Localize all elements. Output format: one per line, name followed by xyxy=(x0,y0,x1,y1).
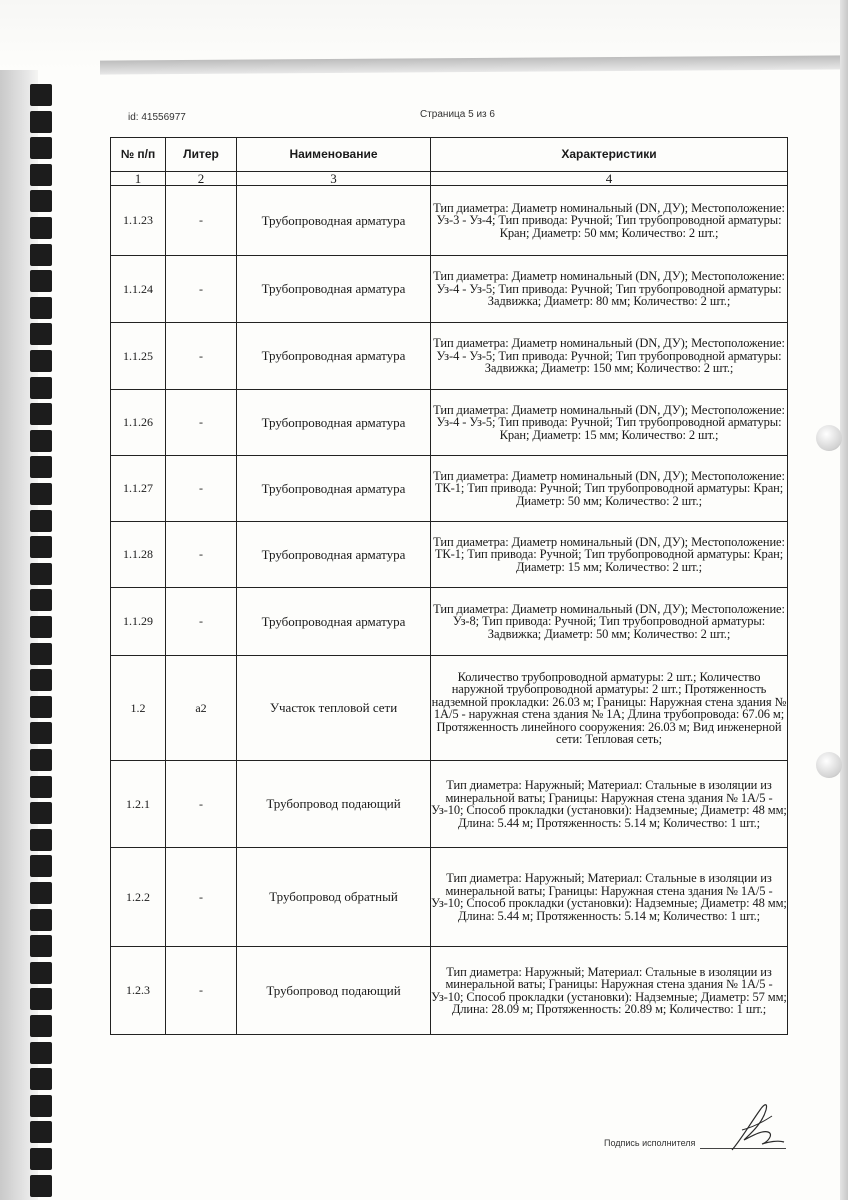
binding-ring xyxy=(30,137,52,159)
table-header-row xyxy=(111,138,788,172)
row-number: 1.1.24 xyxy=(111,256,166,323)
binding-ring xyxy=(30,1121,52,1143)
col-number-2: 2 xyxy=(166,172,237,186)
row-name: Трубопроводная арматура xyxy=(237,522,431,588)
binding-ring xyxy=(30,722,52,744)
row-liter: - xyxy=(166,761,237,848)
binding-ring xyxy=(30,563,52,585)
binding-ring xyxy=(30,749,52,771)
punch-hole-bottom xyxy=(816,752,842,778)
row-liter: - xyxy=(166,947,237,1035)
row-characteristics: Тип диаметра: Наружный; Материал: Стальные в изоляции из минеральной ваты; Границы: Наружная стена здания № 1А/5 - Уз-10; Способ прокладки (установки): Надземные; Диаметр: 48 мм; Длина: 5.44 м; Протяженность: 5.14 м; Количество: 1 шт.; xyxy=(431,848,788,947)
row-number: 1.2.3 xyxy=(111,947,166,1035)
binding-ring xyxy=(30,962,52,984)
table-row xyxy=(111,656,788,761)
row-characteristics: Тип диаметра: Диаметр номинальный (DN, ДУ); Местоположение: Уз-4 - Уз-5; Тип привода: Ручной; Тип трубопроводной арматуры: Задвижка; Диаметр: 80 мм; Количество: 2 шт.; xyxy=(431,256,788,323)
row-name: Трубопроводная арматура xyxy=(237,456,431,522)
row-number: 1.2 xyxy=(111,656,166,761)
binding-ring xyxy=(30,403,52,425)
row-characteristics: Тип диаметра: Наружный; Материал: Стальные в изоляции из минеральной ваты; Границы: Наружная стена здания № 1А/5 - Уз-10; Способ прокладки (установки): Надземные; Диаметр: 57 мм; Длина: 28.09 м; Протяженность: 20.89 м; Количество: 1 шт.; xyxy=(431,947,788,1035)
binding-ring xyxy=(30,536,52,558)
binding-ring xyxy=(30,909,52,931)
row-liter: - xyxy=(166,390,237,456)
binding-ring xyxy=(30,669,52,691)
col-number-1: 1 xyxy=(111,172,166,186)
binding-ring xyxy=(30,643,52,665)
row-number: 1.2.2 xyxy=(111,848,166,947)
row-liter: - xyxy=(166,186,237,256)
table-row xyxy=(111,390,788,456)
column-number-row xyxy=(111,172,788,186)
binding-ring xyxy=(30,935,52,957)
row-number: 1.1.25 xyxy=(111,323,166,390)
row-liter: - xyxy=(166,256,237,323)
binding-ring xyxy=(30,1068,52,1090)
binding-ring xyxy=(30,217,52,239)
signature-label: Подпись исполнителя xyxy=(604,1138,696,1148)
binding-ring xyxy=(30,111,52,133)
row-name: Трубопроводная арматура xyxy=(237,588,431,656)
row-name: Трубопроводная арматура xyxy=(237,186,431,256)
row-name: Трубопровод подающий xyxy=(237,761,431,848)
characteristics-table xyxy=(110,137,788,1035)
row-liter: - xyxy=(166,522,237,588)
table-row xyxy=(111,947,788,1035)
binding-ring xyxy=(30,988,52,1010)
row-name: Трубопроводная арматура xyxy=(237,256,431,323)
binding-ring xyxy=(30,882,52,904)
binding-ring xyxy=(30,270,52,292)
scan-right-edge xyxy=(840,0,848,1200)
binding-ring xyxy=(30,776,52,798)
row-characteristics: Тип диаметра: Диаметр номинальный (DN, ДУ); Местоположение: Уз-8; Тип привода: Ручной; Тип трубопроводной арматуры: Задвижка; Диаметр: 50 мм; Количество: 2 шт.; xyxy=(431,588,788,656)
table-row xyxy=(111,761,788,848)
row-number: 1.1.28 xyxy=(111,522,166,588)
col-number-3: 3 xyxy=(237,172,431,186)
row-name: Трубопроводная арматура xyxy=(237,323,431,390)
row-name: Участок тепловой сети xyxy=(237,656,431,761)
row-number: 1.1.29 xyxy=(111,588,166,656)
binding-ring xyxy=(30,297,52,319)
binding-ring xyxy=(30,1015,52,1037)
col-header-liter: Литер xyxy=(166,138,237,172)
row-liter: - xyxy=(166,588,237,656)
binding-ring xyxy=(30,377,52,399)
binding-ring xyxy=(30,164,52,186)
document-id: id: 41556977 xyxy=(128,112,186,123)
binding-ring xyxy=(30,1175,52,1197)
row-name: Трубопровод подающий xyxy=(237,947,431,1035)
table-row xyxy=(111,186,788,256)
binding-ring xyxy=(30,456,52,478)
handwritten-signature xyxy=(728,1100,788,1156)
binding-ring xyxy=(30,1095,52,1117)
row-liter: - xyxy=(166,456,237,522)
row-characteristics: Тип диаметра: Диаметр номинальный (DN, ДУ); Местоположение: Уз-4 - Уз-5; Тип привода: Ручной; Тип трубопроводной арматуры: Кран; Диаметр: 15 мм; Количество: 2 шт.; xyxy=(431,390,788,456)
col-header-characteristics: Характеристики xyxy=(431,138,788,172)
binding-ring xyxy=(30,350,52,372)
binding-ring xyxy=(30,589,52,611)
binding-ring xyxy=(30,696,52,718)
binding-ring xyxy=(30,829,52,851)
table-row xyxy=(111,522,788,588)
page-number: Страница 5 из 6 xyxy=(420,109,495,120)
binding-ring xyxy=(30,323,52,345)
binding-ring xyxy=(30,84,52,106)
binding-ring xyxy=(30,802,52,824)
binding-ring xyxy=(30,190,52,212)
table-row xyxy=(111,323,788,390)
row-liter: - xyxy=(166,323,237,390)
binding-ring xyxy=(30,483,52,505)
binding-ring xyxy=(30,1148,52,1170)
row-characteristics: Тип диаметра: Наружный; Материал: Стальные в изоляции из минеральной ваты; Границы: Наружная стена здания № 1А/5 - Уз-10; Способ прокладки (установки): Надземные; Диаметр: 48 мм; Длина: 5.44 м; Протяженность: 5.14 м; Количество: 1 шт.; xyxy=(431,761,788,848)
row-characteristics: Тип диаметра: Диаметр номинальный (DN, ДУ); Местоположение: ТК-1; Тип привода: Ручной; Тип трубопроводной арматуры: Кран; Диаметр: 50 мм; Количество: 2 шт.; xyxy=(431,456,788,522)
table-row xyxy=(111,456,788,522)
row-characteristics: Тип диаметра: Диаметр номинальный (DN, ДУ); Местоположение: Уз-3 - Уз-4; Тип привода: Ручной; Тип трубопроводной арматуры: Кран; Диаметр: 50 мм; Количество: 2 шт.; xyxy=(431,186,788,256)
row-liter: - xyxy=(166,848,237,947)
punch-hole-top xyxy=(816,425,842,451)
table-row xyxy=(111,256,788,323)
row-number: 1.1.26 xyxy=(111,390,166,456)
row-characteristics: Тип диаметра: Диаметр номинальный (DN, ДУ); Местоположение: ТК-1; Тип привода: Ручной; Тип трубопроводной арматуры: Кран; Диаметр: 15 мм; Количество: 2 шт.; xyxy=(431,522,788,588)
col-header-name: Наименование xyxy=(237,138,431,172)
binding-ring xyxy=(30,616,52,638)
row-number: 1.1.27 xyxy=(111,456,166,522)
row-name: Трубопроводная арматура xyxy=(237,390,431,456)
row-characteristics: Количество трубопроводной арматуры: 2 шт.; Количество наружной трубопроводной арматуры: 2 шт.; Протяженность надземной прокладки: 26.03 м; Границы: Наружная стена здания № 1А/5 - наружная стена здания № 1А; Длина трубопровода: 67.06 м; Протяженность линейного сооружения: 26.03 м; Вид инженерной сети: Тепловая сеть; xyxy=(431,656,788,761)
row-number: 1.2.1 xyxy=(111,761,166,848)
binding-ring xyxy=(30,855,52,877)
row-number: 1.1.23 xyxy=(111,186,166,256)
binding-ring xyxy=(30,244,52,266)
col-number-4: 4 xyxy=(431,172,788,186)
row-characteristics: Тип диаметра: Диаметр номинальный (DN, ДУ); Местоположение: Уз-4 - Уз-5; Тип привода: Ручной; Тип трубопроводной арматуры: Задвижка; Диаметр: 150 мм; Количество: 2 шт.; xyxy=(431,323,788,390)
binding-ring xyxy=(30,1042,52,1064)
table-row xyxy=(111,588,788,656)
col-header-number: № п/п xyxy=(111,138,166,172)
binding-ring xyxy=(30,430,52,452)
row-liter: а2 xyxy=(166,656,237,761)
table-row xyxy=(111,848,788,947)
binding-ring xyxy=(30,510,52,532)
row-name: Трубопровод обратный xyxy=(237,848,431,947)
